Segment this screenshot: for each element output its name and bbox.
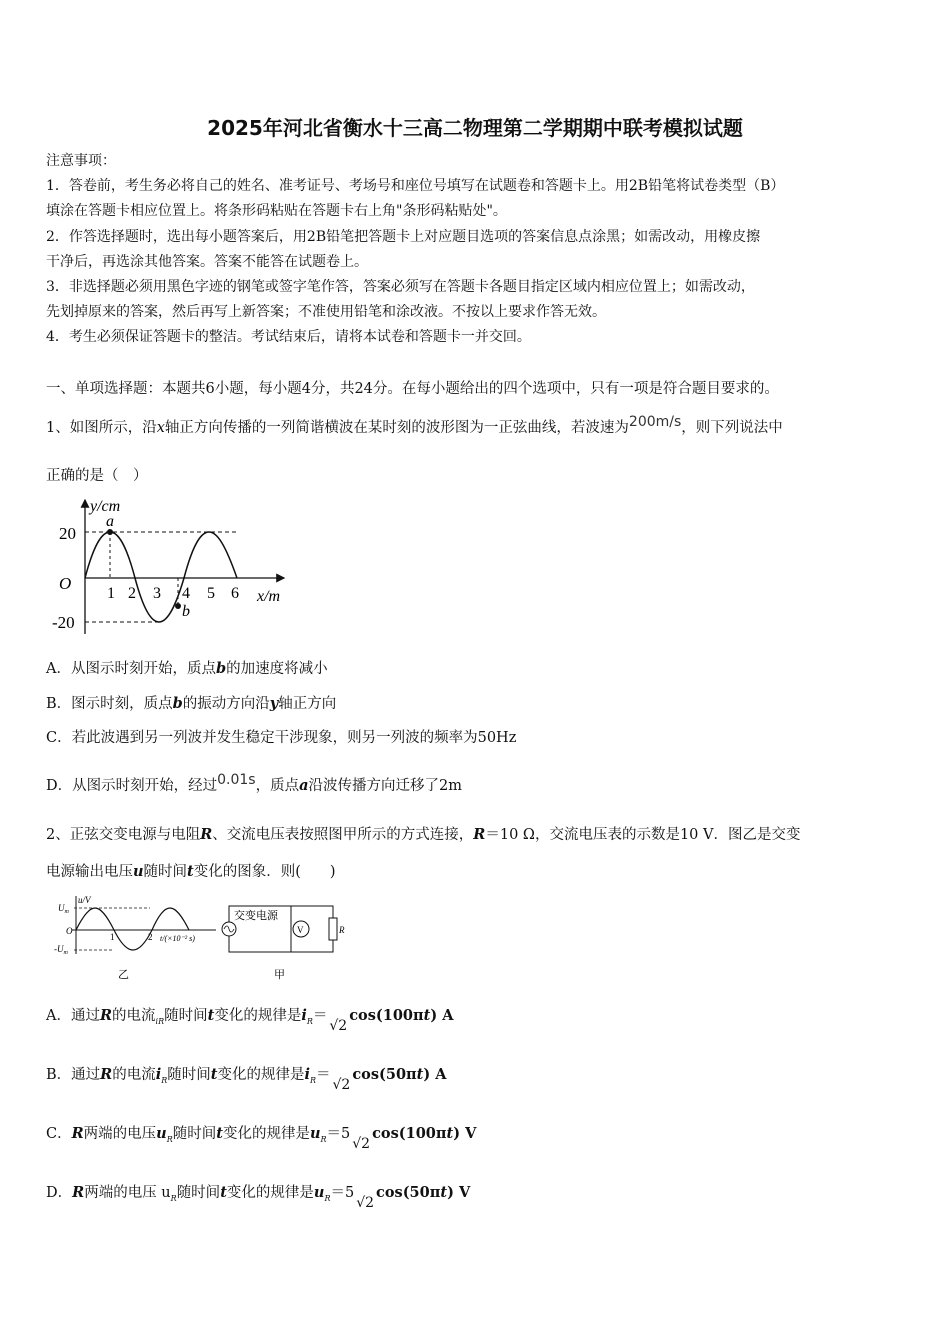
q2-figures [46,892,346,984]
resistor-symbol [329,918,337,940]
notice-line: 2．作答选择题时，选出每小题答案后，用2B铅笔把答题卡上对应题目选项的答案信息点涂黑；如需改动，用橡皮擦 [46,229,761,245]
y-max-label: 20 [59,524,76,543]
x-tick: 3 [153,585,161,602]
q1-stem: 1、如图所示，沿x轴正方向传播的一列简谐横波在某时刻的波形图为一正弦曲线，若波速为200m/s，则下列说法中 [46,414,783,436]
q1-option-a: A．从图示时刻开始，质点b的加速度将减小 [46,660,328,677]
x-tick: 5 [207,585,215,602]
origin-label: O [59,574,72,593]
q2-stem-2: 电源输出电压u随时间t变化的图象．则( ) [46,863,336,880]
t-axis-label: t/(×10⁻² s) [160,934,195,943]
u-axis-label: u/V [78,895,91,905]
q2-option-b: B．通过R的电流$i_R$随时间t变化的规律是$i_R=√2\cos(50\pi t)$ A [46,1066,447,1093]
t-tick: 1 [110,932,115,942]
wave-curve [85,532,237,622]
x-tick: 6 [231,585,239,602]
notice-line: 3．非选择题必须用黑色字迹的钢笔或签字笔作答，答案必须写在答题卡各题目指定区域内相应位置上；如需改动， [46,279,755,295]
x-tick: 1 [107,585,115,602]
notice-line: 4．考生必须保证答题卡的整洁。考试结束后，请将本试卷和答题卡一并交回。 [46,329,531,345]
page-title: 2025年河北省衡水十三高二物理第二学期期中联考模拟试题 [207,116,743,140]
y-axis-label: y/cm [90,498,121,515]
point-b-dot [175,603,181,609]
origin-label: O [66,926,73,936]
u-curve [76,908,189,950]
notice-line: 先划掉原来的答案，然后再写上新答案；不准使用铅笔和涂改液。不按以上要求作答无效。 [46,304,606,320]
figure-yi-label: 乙 [118,969,129,981]
point-a-label: a [106,513,114,530]
q1-option-c: C．若此波遇到另一列波并发生稳定干涉现象，则另一列波的频率为50Hz [46,730,517,746]
q2-option-c: C．R两端的电压$u_R$随时间t变化的规律是$u_R=5√2\cos(100\pi t)$ V [46,1125,477,1152]
q1-option-d: D．从图示时刻开始，经过0.01s，质点a沿波传播方向迁移了2m [46,772,462,794]
notice-line: 填涂在答题卡相应位置上。将条形码粘贴在答题卡右上角"条形码粘贴处"。 [46,203,507,219]
um-label: $U_m$ [58,903,69,915]
neg-um-label: $-U_m$ [54,944,68,956]
x-tick: 4 [182,585,190,602]
q2-stem: 2、正弦交变电源与电阻R、交流电压表按照图甲所示的方式连接，R＝10 Ω，交流电压表的示数是10 V．图乙是交变 [46,826,801,843]
t-tick: 2 [148,932,153,942]
q2-option-a: A．通过R的电流$_{iR}$随时间t变化的规律是$i_R=√2\cos(100\pi t)$ A [46,1007,454,1034]
source-label: 交变电源 [234,910,278,922]
x-axis-label: x/m [257,588,281,605]
resistor-label: R [339,925,345,935]
notice-heading: 注意事项： [46,153,116,169]
q1-option-b: B．图示时刻，质点b的振动方向沿y轴正方向 [46,695,337,712]
q1-stem-2: 正确的是（ ） [46,468,148,484]
x-tick: 2 [128,585,136,602]
q2-option-d: D．R两端的电压 $u_R$随时间t变化的规律是$u_R=5√2\cos(50\pi t)$ V [46,1184,471,1211]
wave-graph [44,494,304,640]
figure-jia-label: 甲 [274,969,285,981]
notice-line: 干净后，再选涂其他答案。答案不能答在试题卷上。 [46,254,368,270]
notice-line: 1．答卷前，考生务必将自己的姓名、准考证号、考场号和座位号填写在试题卷和答题卡上。用2B铅笔将试卷类型（B） [46,178,785,194]
wave-speed: 200m/s [628,414,682,430]
y-min-label: -20 [52,613,75,632]
voltmeter-label: V [297,925,304,935]
section-heading: 一、单项选择题：本题共6小题，每小题4分，共24分。在每小题给出的四个选项中，只有一项是符合题目要求的。 [46,381,779,397]
point-b-label: b [182,603,190,620]
